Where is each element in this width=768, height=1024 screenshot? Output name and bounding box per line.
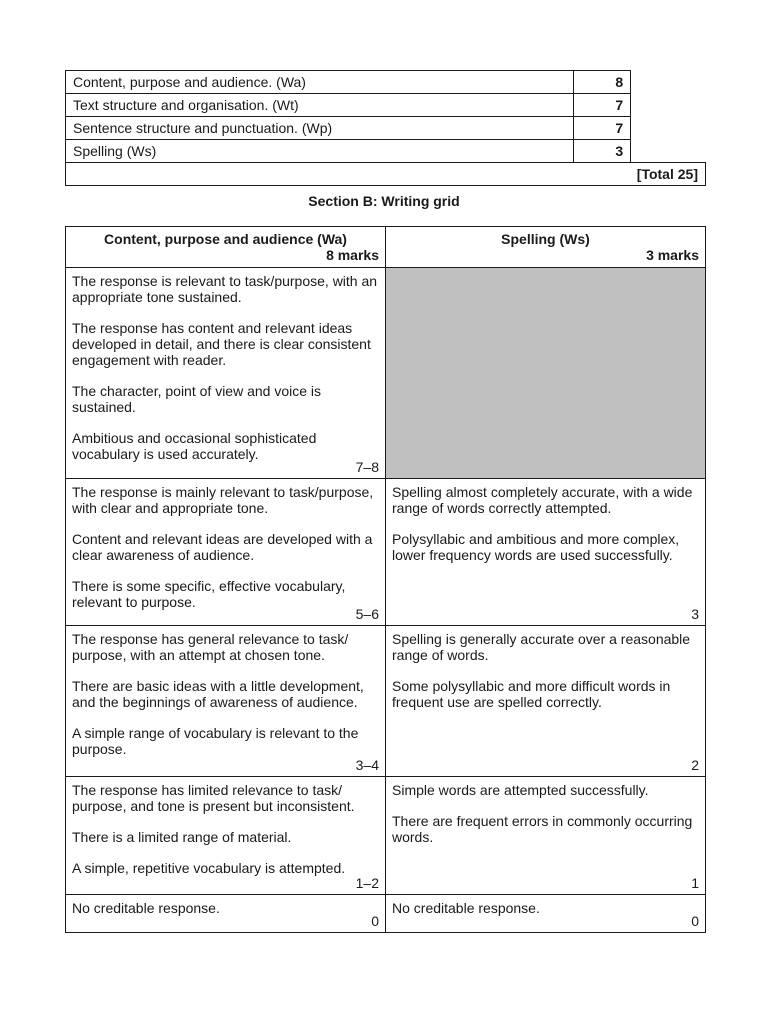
grid-header-row	[66, 227, 706, 268]
wa-descriptor: The response has general relevance to task/ purpose, with an attempt at chosen tone.	[72, 631, 349, 663]
summary-row	[66, 71, 706, 94]
summary-table	[65, 70, 706, 186]
summary-total-row	[66, 163, 706, 186]
ws-descriptor: Simple words are attempted successfully.	[392, 782, 649, 798]
ws-band-mark: 1	[691, 875, 699, 891]
ws-descriptor: Spelling is generally accurate over a reasonable range of words.	[392, 631, 691, 663]
summary-spacer	[631, 94, 706, 117]
wa-band-mark: 1–2	[355, 875, 379, 891]
ws-cell	[386, 626, 706, 777]
ws-descriptor: No creditable response.	[392, 900, 540, 916]
wa-cell	[66, 895, 386, 933]
summary-spacer	[631, 140, 706, 163]
summary-marks: 7	[573, 117, 630, 140]
ws-descriptor: Spelling almost completely accurate, with a wide range of words correctly attempted.	[392, 484, 693, 516]
wa-descriptor: No creditable response.	[72, 900, 220, 916]
wa-descriptor: There are basic ideas with a little development, and the beginnings of awareness of audience.	[72, 678, 364, 710]
header-ws-title: Spelling (Ws)	[501, 231, 590, 247]
band-row	[66, 777, 706, 895]
summary-row	[66, 117, 706, 140]
summary-label: Spelling (Ws)	[66, 140, 574, 163]
summary-label: Content, purpose and audience. (Wa)	[66, 71, 574, 94]
writing-grid	[65, 226, 706, 933]
ws-cell	[386, 895, 706, 933]
section-heading: Section B: Writing grid	[308, 193, 460, 209]
wa-cell	[66, 268, 386, 479]
ws-shaded-cell	[386, 268, 706, 479]
wa-cell	[66, 626, 386, 777]
wa-descriptor: A simple, repetitive vocabulary is attempted.	[72, 860, 346, 876]
wa-cell	[66, 777, 386, 895]
ws-descriptor: Some polysyllabic and more difficult words in frequent use are spelled correctly.	[392, 678, 671, 710]
summary-marks: 3	[573, 140, 630, 163]
header-ws	[386, 227, 706, 268]
wa-descriptor: The response is relevant to task/purpose, with an appropriate tone sustained.	[72, 273, 378, 305]
band-row	[66, 268, 706, 479]
wa-descriptor: There is some specific, effective vocabulary, relevant to purpose.	[72, 578, 346, 610]
wa-descriptor: The character, point of view and voice is sustained.	[72, 383, 322, 415]
wa-descriptor: The response has content and relevant ideas developed in detail, and there is clear consistent engagement with reader.	[72, 320, 371, 368]
wa-band-mark: 7–8	[355, 459, 379, 475]
wa-descriptor: The response has limited relevance to task/ purpose, and tone is present but inconsistent.	[72, 782, 355, 814]
summary-row	[66, 140, 706, 163]
band-row	[66, 895, 706, 933]
ws-descriptor: Polysyllabic and ambitious and more complex, lower frequency words are used successfully.	[392, 531, 680, 563]
wa-band-mark: 3–4	[355, 757, 379, 773]
wa-band-mark: 5–6	[355, 606, 379, 622]
ws-band-mark: 3	[691, 606, 699, 622]
wa-descriptor: The response is mainly relevant to task/purpose, with clear and appropriate tone.	[72, 484, 374, 516]
wa-descriptor: There is a limited range of material.	[72, 829, 292, 845]
summary-marks: 8	[573, 71, 630, 94]
summary-label: Sentence structure and punctuation. (Wp)	[66, 117, 574, 140]
header-wa	[66, 227, 386, 268]
ws-band-mark: 2	[691, 757, 699, 773]
header-wa-title: Content, purpose and audience (Wa)	[104, 231, 347, 247]
ws-band-mark: 0	[691, 913, 699, 929]
summary-total: [Total 25]	[66, 163, 706, 186]
header-wa-marks: 8 marks	[326, 247, 379, 263]
ws-cell	[386, 777, 706, 895]
wa-descriptor: A simple range of vocabulary is relevant to the purpose.	[72, 725, 359, 757]
wa-descriptor: Ambitious and occasional sophisticated vocabulary is used accurately.	[72, 430, 317, 462]
band-row	[66, 479, 706, 626]
ws-cell	[386, 479, 706, 626]
summary-spacer	[631, 71, 706, 94]
summary-row	[66, 94, 706, 117]
summary-label: Text structure and organisation. (Wt)	[66, 94, 574, 117]
band-row	[66, 626, 706, 777]
wa-band-mark: 0	[371, 913, 379, 929]
summary-spacer	[631, 117, 706, 140]
header-ws-marks: 3 marks	[646, 247, 699, 263]
summary-marks: 7	[573, 94, 630, 117]
wa-cell	[66, 479, 386, 626]
ws-descriptor: There are frequent errors in commonly occurring words.	[392, 813, 693, 845]
wa-descriptor: Content and relevant ideas are developed with a clear awareness of audience.	[72, 531, 373, 563]
